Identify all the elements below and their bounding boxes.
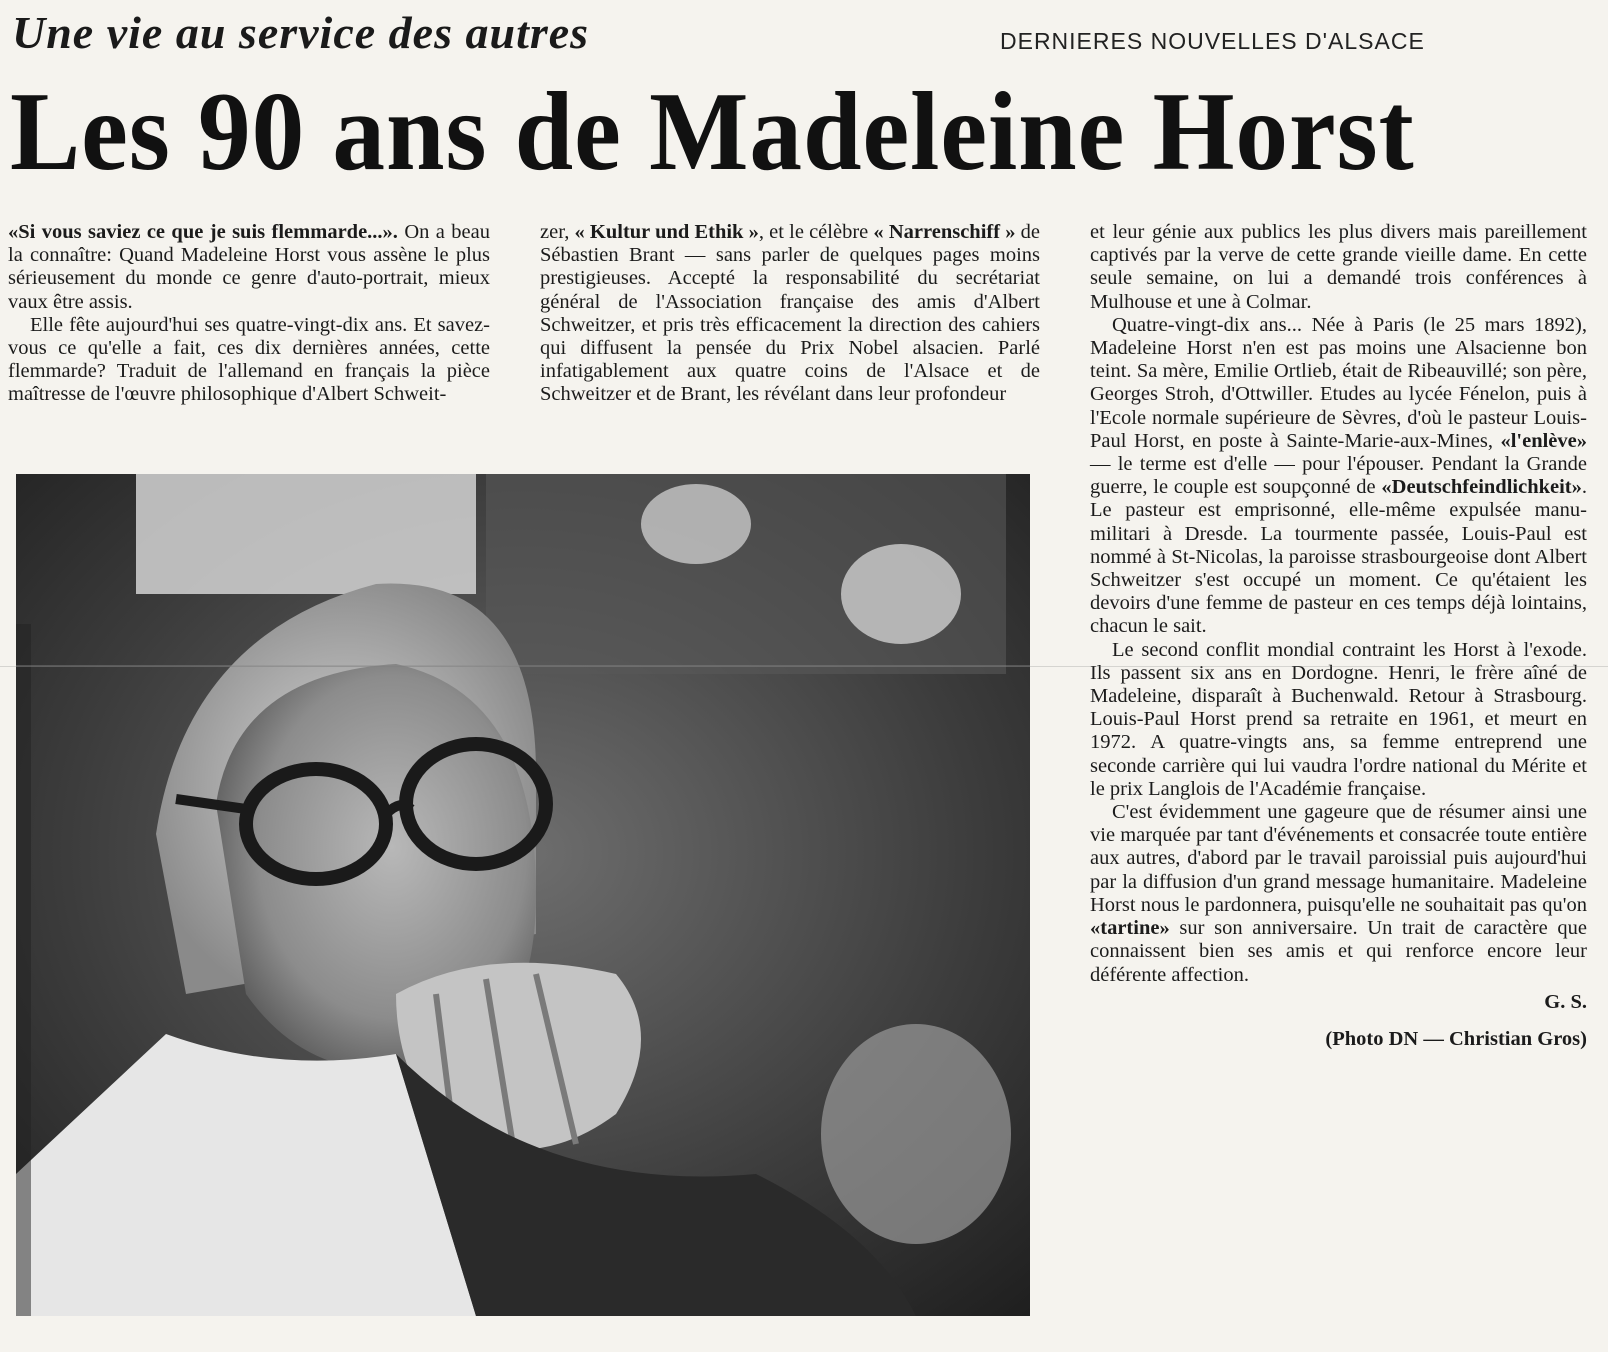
text-span: . Le pasteur est emprisonné, elle-même expulsée manu-militari à Dresde. La tourmente passée, Louis-Paul est nommé à St-Nicolas, la paroisse strasbourgeoise dont Albert Schweitzer s'est occupé un moment. Ce qu'étaient les devoirs d'une femme de pasteur en ces temps déjà lointains, chacun le sait.	[1090, 476, 1587, 638]
portrait-photo	[16, 474, 1030, 1316]
text-span: , et le célèbre	[758, 221, 874, 243]
quote-bold: «Si vous saviez ce que je suis flemmarde...».	[8, 221, 398, 243]
quote-bold: «l'enlève»	[1500, 429, 1587, 452]
paragraph	[1090, 801, 1587, 987]
text-span: de Sébastien Brant — sans parler de quelques pages moins prestigieuses. Accepté la responsabilité du secrétariat général de l'Association française des amis d'Albert Schweitzer, et pris très efficacement la direction des cahiers qui diffusent la pensée du Prix Nobel alsacien. Parlé infatigablement aux quatre coins de l'Alsace et de Schweitzer et de Brant, les révélant dans leur profondeur	[540, 221, 1040, 406]
text-span: Quatre-vingt-dix ans... Née à Paris (le 25 mars 1892), Madeleine Horst n'en est pas moins une Alsacienne bon teint. Sa mère, Emilie Ortlieb, était de Ribeauvillé; son père, Georges Stroh, d'Ottwiller. Etudes au lycée Fénelon, puis à l'Ecole normale supérieure de Sèvres, d'où le pasteur Louis-Paul Horst, en poste à Sainte-Marie-aux-Mines,	[1090, 313, 1587, 452]
paragraph: Elle fête aujourd'hui ses quatre-vingt-dix ans. Et savez-vous ce qu'elle a fait, ces dix dernières années, cette flemmarde? Traduit de l'allemand en français la pièce maîtresse de l'œuvre philosophique d'Albert Schweit-	[8, 313, 490, 406]
text-column-3	[1090, 221, 1587, 1051]
paragraph	[540, 221, 1040, 407]
newspaper-name: DERNIERES NOUVELLES D'ALSACE	[1000, 28, 1425, 54]
text-column-2	[540, 221, 1040, 407]
text-span: zer,	[540, 221, 575, 243]
paragraph: et leur génie aux publics les plus divers mais pareillement captivés par la verve de cette grande vieille dame. En cette seule semaine, on lui a demandé trois conférences à Mulhouse et une à Colmar.	[1090, 221, 1587, 313]
text-span: C'est évidemment une gageure que de résumer ainsi une vie marquée par tant d'événements et consacrée toute entière aux autres, d'abord par le travail paroissial puis aujourd'hui par la diffusion d'un grand message humanitaire. Madeleine Horst nous le pardonnera, puisqu'elle ne souhaitait pas qu'on	[1090, 801, 1587, 916]
paragraph	[8, 221, 490, 314]
text-column-1	[8, 221, 490, 407]
article-kicker: Une vie au service des autres	[12, 7, 590, 58]
book-title: « Narrenschiff »	[873, 221, 1016, 243]
book-title: « Kultur und Ethik »	[574, 221, 759, 243]
text-span: — le terme est d'elle — pour l'épouser. Pendant la Grande guerre, le couple est soupçonné de	[1090, 453, 1587, 499]
author-signature: G. S.	[1544, 990, 1587, 1013]
text-span: sur son anniversaire. Un trait de caractère que connaissent bien ses amis et qui renforce encore leur déférente affection.	[1090, 917, 1587, 986]
portrait-image	[16, 474, 1030, 1316]
article-headline: Les 90 ans de Madeleine Horst	[10, 70, 1415, 194]
quote-bold: «Deutschfeindlichkeit»	[1381, 476, 1582, 499]
text-span: On a beau la connaître: Quand Madeleine Horst vous assène le plus sérieusement du monde ce genre d'auto-portrait, mieux vaux être assis.	[8, 221, 491, 313]
quote-bold: «tartine»	[1090, 917, 1170, 940]
paper-fold-line	[0, 666, 1608, 667]
paragraph: Le second conflit mondial contraint les Horst à l'exode. Ils passent six ans en Dordogne. Henri, le frère aîné de Madeleine, disparaît à Buchenwald. Retour à Strasbourg. Louis-Paul Horst prend sa retraite en 1961, et meurt en 1972. A quatre-vingts ans, sa femme entreprend une seconde carrière qui lui vaudra l'ordre national du Mérite et le prix Langlois de l'Académie française.	[1090, 638, 1587, 800]
photo-credit: (Photo DN — Christian Gros)	[1325, 1027, 1587, 1050]
paragraph	[1090, 314, 1587, 639]
